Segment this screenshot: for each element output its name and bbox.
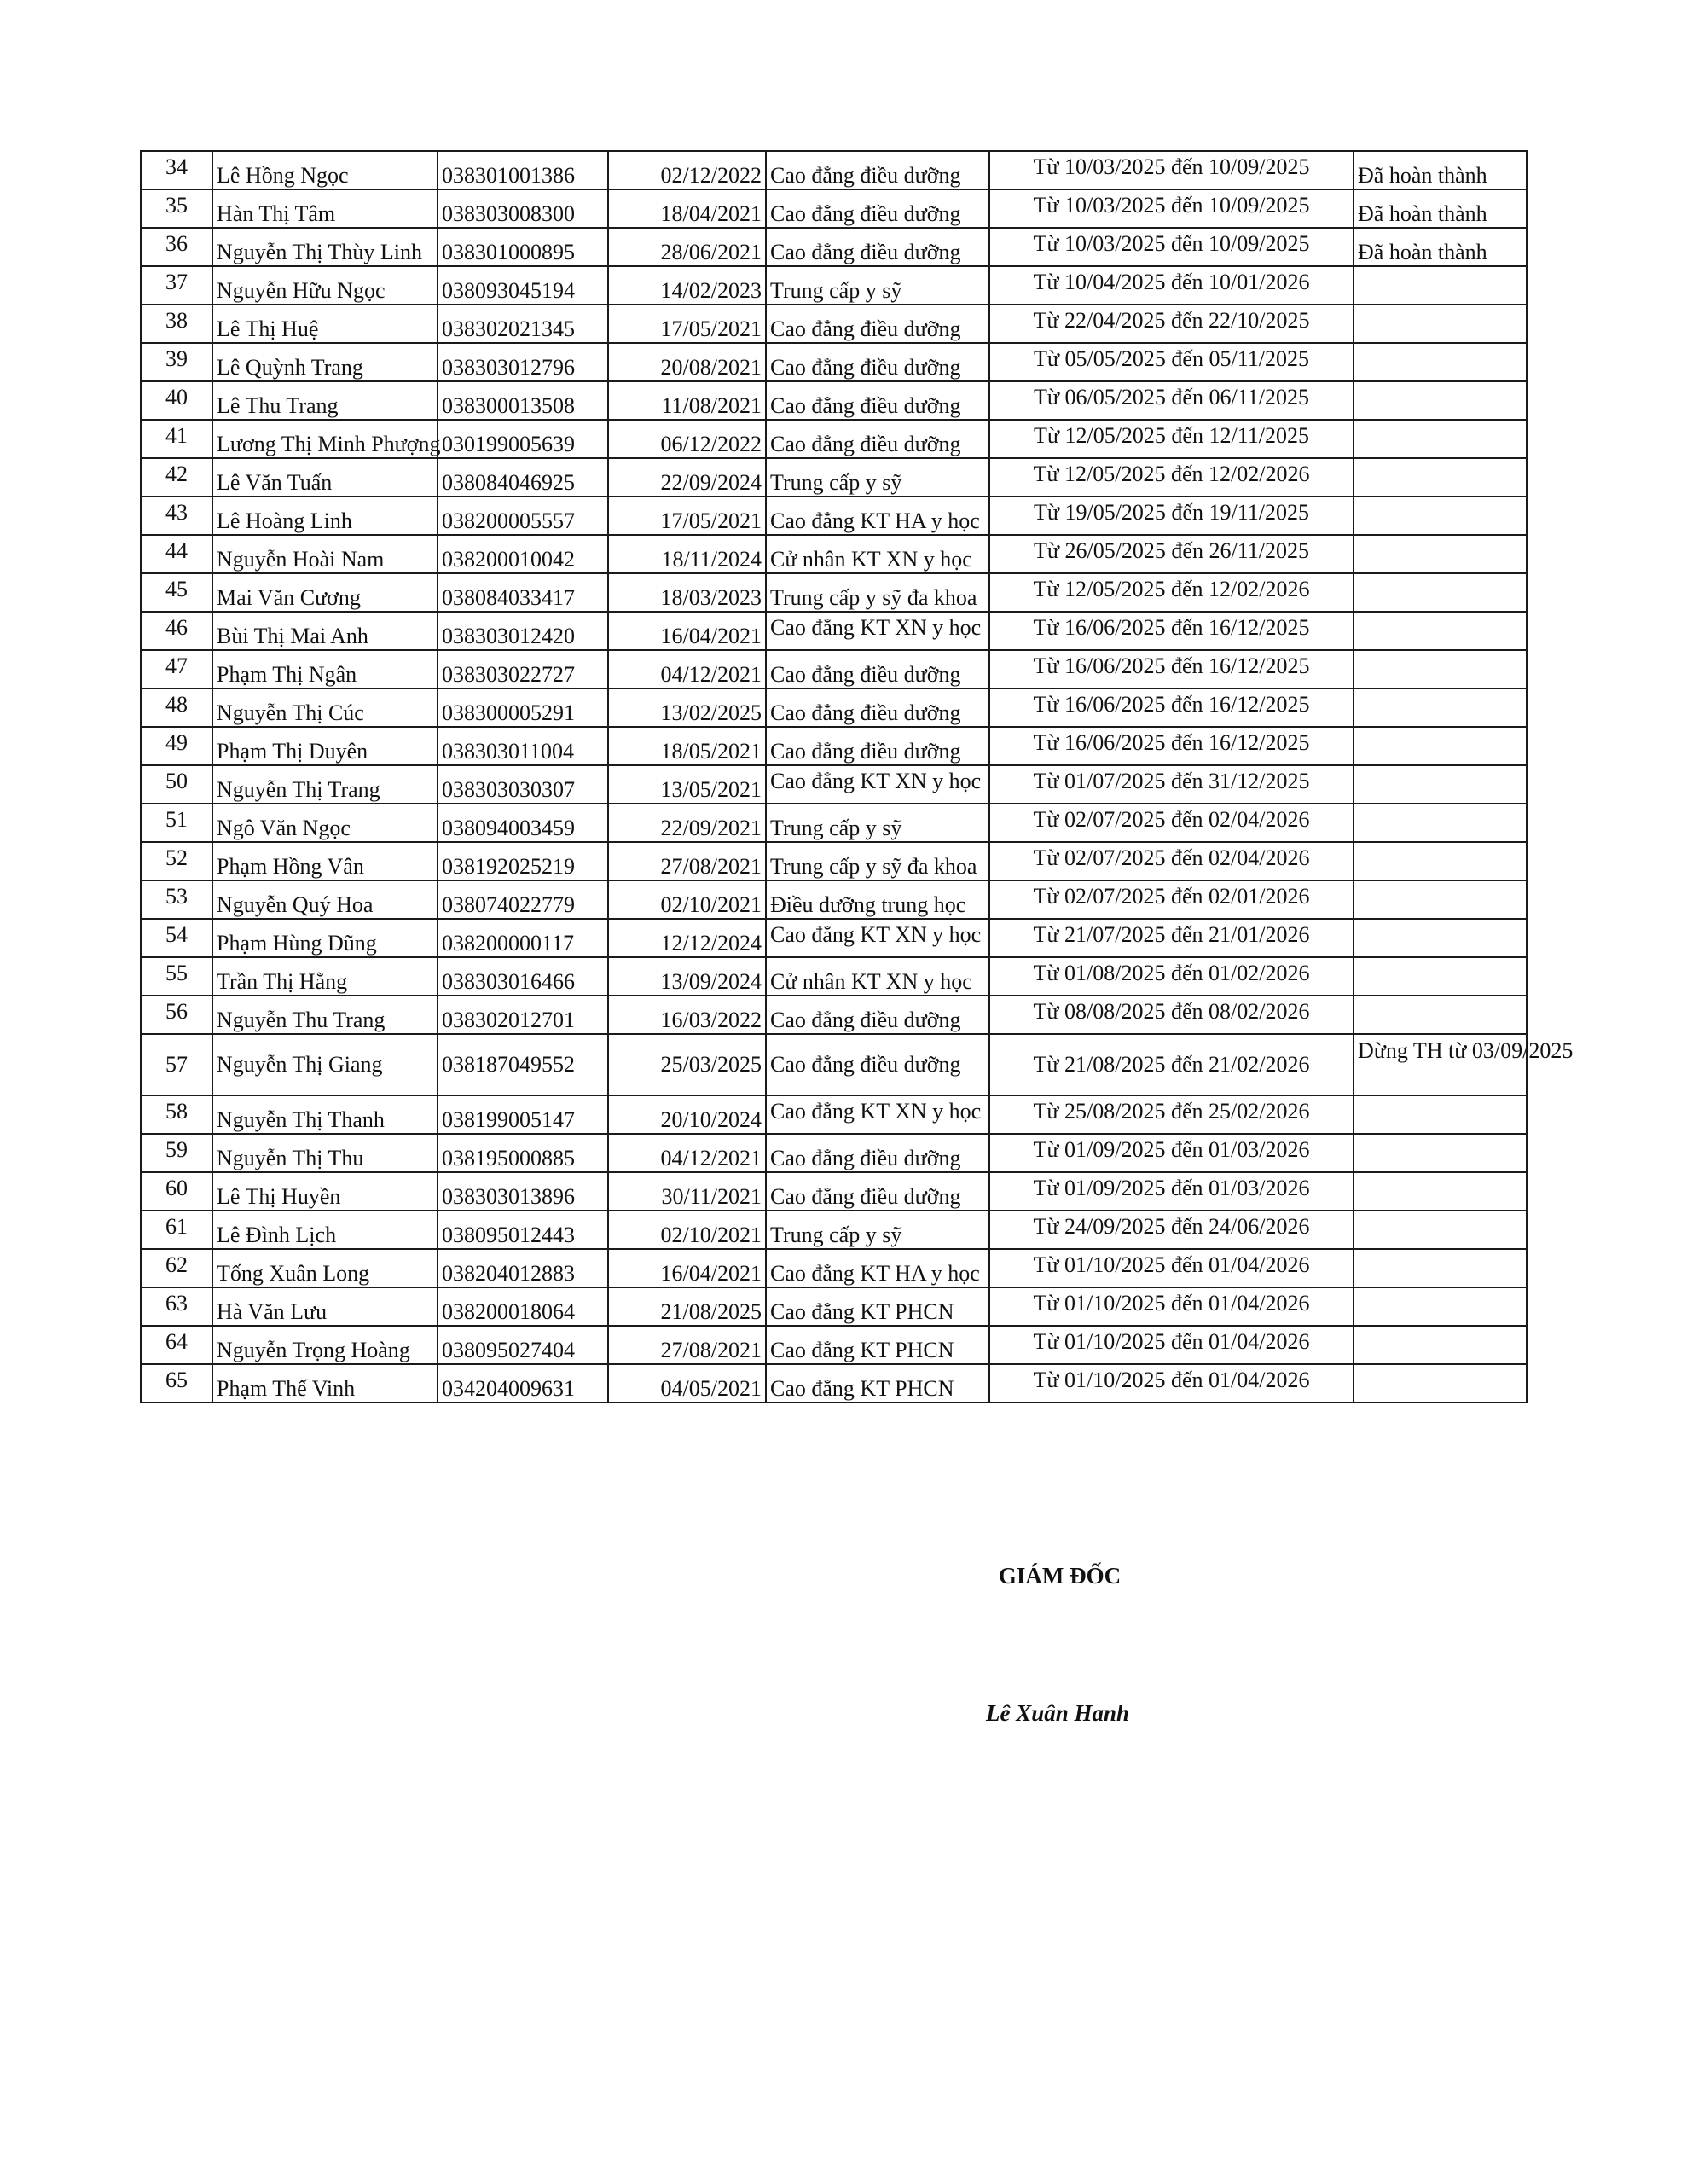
id-number: 038095012443 bbox=[438, 1211, 608, 1249]
id-number: 038095027404 bbox=[438, 1326, 608, 1364]
table-row bbox=[141, 612, 1527, 650]
table-row bbox=[141, 535, 1527, 573]
issue-date: 16/04/2021 bbox=[608, 1249, 766, 1287]
status-note: Đã hoàn thành bbox=[1354, 151, 1527, 189]
table-row bbox=[141, 343, 1527, 381]
table-row bbox=[141, 996, 1527, 1034]
trainee-name: Mai Văn Cương bbox=[212, 573, 438, 612]
status-note: Đã hoàn thành bbox=[1354, 228, 1527, 266]
table-row bbox=[141, 1287, 1527, 1326]
id-number: 038303030307 bbox=[438, 765, 608, 804]
issue-date: 28/06/2021 bbox=[608, 228, 766, 266]
id-number: 038200010042 bbox=[438, 535, 608, 573]
trainee-name: Lê Thị Huệ bbox=[212, 305, 438, 343]
practice-period: Từ 12/05/2025 đến 12/02/2026 bbox=[989, 573, 1354, 612]
status-note bbox=[1354, 535, 1527, 573]
row-number: 36 bbox=[141, 228, 212, 266]
status-note bbox=[1354, 420, 1527, 458]
row-number: 59 bbox=[141, 1134, 212, 1172]
table-row bbox=[141, 688, 1527, 727]
row-number: 44 bbox=[141, 535, 212, 573]
qualification: Trung cấp y sỹ bbox=[766, 266, 989, 305]
practice-period: Từ 12/05/2025 đến 12/02/2026 bbox=[989, 458, 1354, 497]
issue-date: 18/05/2021 bbox=[608, 727, 766, 765]
issue-date: 02/12/2022 bbox=[608, 151, 766, 189]
practice-period: Từ 10/03/2025 đến 10/09/2025 bbox=[989, 228, 1354, 266]
practice-period: Từ 01/07/2025 đến 31/12/2025 bbox=[989, 765, 1354, 804]
row-number: 35 bbox=[141, 189, 212, 228]
row-number: 52 bbox=[141, 842, 212, 880]
practice-period: Từ 05/05/2025 đến 05/11/2025 bbox=[989, 343, 1354, 381]
status-note bbox=[1354, 266, 1527, 305]
row-number: 42 bbox=[141, 458, 212, 497]
qualification: Cao đẳng KT PHCN bbox=[766, 1287, 989, 1326]
issue-date: 12/12/2024 bbox=[608, 919, 766, 957]
status-note bbox=[1354, 1326, 1527, 1364]
id-number: 034204009631 bbox=[438, 1364, 608, 1403]
trainee-name: Lê Quỳnh Trang bbox=[212, 343, 438, 381]
table-row bbox=[141, 842, 1527, 880]
trainee-name: Tống Xuân Long bbox=[212, 1249, 438, 1287]
issue-date: 20/08/2021 bbox=[608, 343, 766, 381]
practice-period: Từ 21/07/2025 đến 21/01/2026 bbox=[989, 919, 1354, 957]
id-number: 038094003459 bbox=[438, 804, 608, 842]
practice-period: Từ 01/10/2025 đến 01/04/2026 bbox=[989, 1364, 1354, 1403]
status-note bbox=[1354, 612, 1527, 650]
status-note bbox=[1354, 1249, 1527, 1287]
table-row bbox=[141, 1172, 1527, 1211]
id-number: 038301001386 bbox=[438, 151, 608, 189]
issue-date: 04/12/2021 bbox=[608, 1134, 766, 1172]
practice-period: Từ 25/08/2025 đến 25/02/2026 bbox=[989, 1095, 1354, 1134]
issue-date: 17/05/2021 bbox=[608, 305, 766, 343]
table-row bbox=[141, 151, 1527, 189]
status-note bbox=[1354, 497, 1527, 535]
practice-period: Từ 16/06/2025 đến 16/12/2025 bbox=[989, 688, 1354, 727]
issue-date: 30/11/2021 bbox=[608, 1172, 766, 1211]
issue-date: 22/09/2021 bbox=[608, 804, 766, 842]
row-number: 45 bbox=[141, 573, 212, 612]
status-note bbox=[1354, 1134, 1527, 1172]
id-number: 038303011004 bbox=[438, 727, 608, 765]
table-row bbox=[141, 381, 1527, 420]
row-number: 62 bbox=[141, 1249, 212, 1287]
row-number: 38 bbox=[141, 305, 212, 343]
practice-period: Từ 10/04/2025 đến 10/01/2026 bbox=[989, 266, 1354, 305]
table-row bbox=[141, 1326, 1527, 1364]
issue-date: 13/05/2021 bbox=[608, 765, 766, 804]
row-number: 43 bbox=[141, 497, 212, 535]
table-row bbox=[141, 228, 1527, 266]
trainee-name: Trần Thị Hằng bbox=[212, 957, 438, 996]
trainee-name: Hà Văn Lưu bbox=[212, 1287, 438, 1326]
status-note bbox=[1354, 1211, 1527, 1249]
status-note bbox=[1354, 1287, 1527, 1326]
qualification: Cao đẳng điều dưỡng bbox=[766, 189, 989, 228]
qualification: Cao đẳng điều dưỡng bbox=[766, 381, 989, 420]
row-number: 39 bbox=[141, 343, 212, 381]
trainee-name: Nguyễn Hữu Ngọc bbox=[212, 266, 438, 305]
table-row bbox=[141, 919, 1527, 957]
issue-date: 18/04/2021 bbox=[608, 189, 766, 228]
id-number: 038084046925 bbox=[438, 458, 608, 497]
id-number: 038200018064 bbox=[438, 1287, 608, 1326]
table-row bbox=[141, 1211, 1527, 1249]
table-row bbox=[141, 497, 1527, 535]
signature-title: GIÁM ĐỐC bbox=[998, 1563, 1122, 1589]
issue-date: 16/04/2021 bbox=[608, 612, 766, 650]
practice-period: Từ 01/08/2025 đến 01/02/2026 bbox=[989, 957, 1354, 996]
trainee-name: Phạm Hồng Vân bbox=[212, 842, 438, 880]
trainee-table bbox=[140, 150, 1574, 1403]
table-row bbox=[141, 305, 1527, 343]
issue-date: 13/02/2025 bbox=[608, 688, 766, 727]
qualification: Cao đẳng điều dưỡng bbox=[766, 1134, 989, 1172]
practice-period: Từ 10/03/2025 đến 10/09/2025 bbox=[989, 189, 1354, 228]
id-number: 038187049552 bbox=[438, 1034, 608, 1095]
table-row bbox=[141, 1364, 1527, 1403]
trainee-name: Nguyễn Trọng Hoàng bbox=[212, 1326, 438, 1364]
row-number: 51 bbox=[141, 804, 212, 842]
trainee-name: Phạm Hùng Dũng bbox=[212, 919, 438, 957]
trainee-name: Bùi Thị Mai Anh bbox=[212, 612, 438, 650]
table-row bbox=[141, 420, 1527, 458]
practice-period: Từ 01/10/2025 đến 01/04/2026 bbox=[989, 1326, 1354, 1364]
status-note bbox=[1354, 919, 1527, 957]
qualification: Cao đẳng điều dưỡng bbox=[766, 228, 989, 266]
status-note bbox=[1354, 765, 1527, 804]
row-number: 65 bbox=[141, 1364, 212, 1403]
status-note bbox=[1354, 957, 1527, 996]
practice-period: Từ 12/05/2025 đến 12/11/2025 bbox=[989, 420, 1354, 458]
trainee-name: Nguyễn Thị Giang bbox=[212, 1034, 438, 1095]
practice-period: Từ 01/10/2025 đến 01/04/2026 bbox=[989, 1249, 1354, 1287]
qualification: Trung cấp y sỹ bbox=[766, 1211, 989, 1249]
id-number: 038303008300 bbox=[438, 189, 608, 228]
row-number: 53 bbox=[141, 880, 212, 919]
qualification: Cao đẳng KT PHCN bbox=[766, 1364, 989, 1403]
practice-period: Từ 06/05/2025 đến 06/11/2025 bbox=[989, 381, 1354, 420]
id-number: 038200000117 bbox=[438, 919, 608, 957]
practice-period: Từ 01/09/2025 đến 01/03/2026 bbox=[989, 1134, 1354, 1172]
row-number: 48 bbox=[141, 688, 212, 727]
issue-date: 13/09/2024 bbox=[608, 957, 766, 996]
row-number: 54 bbox=[141, 919, 212, 957]
status-note bbox=[1354, 343, 1527, 381]
table-row bbox=[141, 573, 1527, 612]
trainee-name: Lê Văn Tuấn bbox=[212, 458, 438, 497]
practice-period: Từ 19/05/2025 đến 19/11/2025 bbox=[989, 497, 1354, 535]
row-number: 34 bbox=[141, 151, 212, 189]
qualification: Trung cấp y sỹ đa khoa bbox=[766, 842, 989, 880]
status-note bbox=[1354, 804, 1527, 842]
table-row bbox=[141, 189, 1527, 228]
row-number: 58 bbox=[141, 1095, 212, 1134]
practice-period: Từ 02/07/2025 đến 02/01/2026 bbox=[989, 880, 1354, 919]
practice-period: Từ 22/04/2025 đến 22/10/2025 bbox=[989, 305, 1354, 343]
qualification: Cao đẳng điều dưỡng bbox=[766, 650, 989, 688]
id-number: 038300013508 bbox=[438, 381, 608, 420]
status-note bbox=[1354, 1364, 1527, 1403]
row-number: 60 bbox=[141, 1172, 212, 1211]
trainee-name: Lê Đình Lịch bbox=[212, 1211, 438, 1249]
issue-date: 22/09/2024 bbox=[608, 458, 766, 497]
id-number: 038301000895 bbox=[438, 228, 608, 266]
issue-date: 18/03/2023 bbox=[608, 573, 766, 612]
practice-period: Từ 08/08/2025 đến 08/02/2026 bbox=[989, 996, 1354, 1034]
status-note bbox=[1354, 1172, 1527, 1211]
trainee-name: Hàn Thị Tâm bbox=[212, 189, 438, 228]
status-note bbox=[1354, 458, 1527, 497]
status-note bbox=[1354, 880, 1527, 919]
id-number: 038303012796 bbox=[438, 343, 608, 381]
row-number: 40 bbox=[141, 381, 212, 420]
trainee-name: Phạm Thị Duyên bbox=[212, 727, 438, 765]
status-note: Dừng TH từ 03/09/2025 bbox=[1354, 1034, 1527, 1095]
id-number: 030199005639 bbox=[438, 420, 608, 458]
row-number: 46 bbox=[141, 612, 212, 650]
trainee-name: Nguyễn Thị Cúc bbox=[212, 688, 438, 727]
status-note bbox=[1354, 688, 1527, 727]
table-row bbox=[141, 266, 1527, 305]
qualification: Cử nhân KT XN y học bbox=[766, 957, 989, 996]
issue-date: 16/03/2022 bbox=[608, 996, 766, 1034]
status-note bbox=[1354, 842, 1527, 880]
status-note bbox=[1354, 381, 1527, 420]
table-row bbox=[141, 1095, 1527, 1134]
qualification: Cao đẳng điều dưỡng bbox=[766, 343, 989, 381]
id-number: 038199005147 bbox=[438, 1095, 608, 1134]
row-number: 57 bbox=[141, 1034, 212, 1095]
status-note bbox=[1354, 305, 1527, 343]
row-number: 56 bbox=[141, 996, 212, 1034]
table-row bbox=[141, 1249, 1527, 1287]
qualification: Cao đẳng KT HA y học bbox=[766, 497, 989, 535]
table-row bbox=[141, 727, 1527, 765]
row-number: 37 bbox=[141, 266, 212, 305]
qualification: Điều dưỡng trung học bbox=[766, 880, 989, 919]
issue-date: 06/12/2022 bbox=[608, 420, 766, 458]
status-note: Đã hoàn thành bbox=[1354, 189, 1527, 228]
id-number: 038204012883 bbox=[438, 1249, 608, 1287]
practice-period: Từ 02/07/2025 đến 02/04/2026 bbox=[989, 804, 1354, 842]
qualification: Cao đẳng KT HA y học bbox=[766, 1249, 989, 1287]
qualification: Cao đẳng điều dưỡng bbox=[766, 688, 989, 727]
issue-date: 21/08/2025 bbox=[608, 1287, 766, 1326]
row-number: 61 bbox=[141, 1211, 212, 1249]
id-number: 038303022727 bbox=[438, 650, 608, 688]
trainee-table-body bbox=[141, 151, 1574, 1403]
table-row bbox=[141, 880, 1527, 919]
qualification: Cao đẳng KT XN y học bbox=[766, 1095, 989, 1134]
trainee-name: Nguyễn Thị Thanh bbox=[212, 1095, 438, 1134]
trainee-name: Nguyễn Thị Trang bbox=[212, 765, 438, 804]
qualification: Cao đẳng KT XN y học bbox=[766, 919, 989, 957]
row-number: 63 bbox=[141, 1287, 212, 1326]
id-number: 038303012420 bbox=[438, 612, 608, 650]
trainee-name: Nguyễn Quý Hoa bbox=[212, 880, 438, 919]
practice-period: Từ 02/07/2025 đến 02/04/2026 bbox=[989, 842, 1354, 880]
id-number: 038192025219 bbox=[438, 842, 608, 880]
qualification: Cao đẳng điều dưỡng bbox=[766, 151, 989, 189]
id-number: 038303016466 bbox=[438, 957, 608, 996]
status-note bbox=[1354, 727, 1527, 765]
issue-date: 02/10/2021 bbox=[608, 1211, 766, 1249]
issue-date: 20/10/2024 bbox=[608, 1095, 766, 1134]
table-row bbox=[141, 804, 1527, 842]
qualification: Cao đẳng điều dưỡng bbox=[766, 727, 989, 765]
table-row bbox=[141, 1134, 1527, 1172]
practice-period: Từ 16/06/2025 đến 16/12/2025 bbox=[989, 727, 1354, 765]
row-number: 47 bbox=[141, 650, 212, 688]
trainee-name: Nguyễn Hoài Nam bbox=[212, 535, 438, 573]
issue-date: 18/11/2024 bbox=[608, 535, 766, 573]
row-number: 49 bbox=[141, 727, 212, 765]
table-row bbox=[141, 765, 1527, 804]
qualification: Cử nhân KT XN y học bbox=[766, 535, 989, 573]
trainee-name: Lê Thu Trang bbox=[212, 381, 438, 420]
row-number: 41 bbox=[141, 420, 212, 458]
issue-date: 27/08/2021 bbox=[608, 842, 766, 880]
id-number: 038303013896 bbox=[438, 1172, 608, 1211]
status-note bbox=[1354, 1095, 1527, 1134]
qualification: Trung cấp y sỹ bbox=[766, 458, 989, 497]
trainee-name: Nguyễn Thị Thu bbox=[212, 1134, 438, 1172]
practice-period: Từ 16/06/2025 đến 16/12/2025 bbox=[989, 612, 1354, 650]
trainee-name: Lê Hồng Ngọc bbox=[212, 151, 438, 189]
qualification: Cao đẳng KT XN y học bbox=[766, 612, 989, 650]
issue-date: 04/12/2021 bbox=[608, 650, 766, 688]
issue-date: 02/10/2021 bbox=[608, 880, 766, 919]
trainee-name: Ngô Văn Ngọc bbox=[212, 804, 438, 842]
id-number: 038200005557 bbox=[438, 497, 608, 535]
issue-date: 17/05/2021 bbox=[608, 497, 766, 535]
id-number: 038074022779 bbox=[438, 880, 608, 919]
trainee-name: Lê Hoàng Linh bbox=[212, 497, 438, 535]
table-row bbox=[141, 458, 1527, 497]
practice-period: Từ 01/10/2025 đến 01/04/2026 bbox=[989, 1287, 1354, 1326]
status-note bbox=[1354, 573, 1527, 612]
id-number: 038302021345 bbox=[438, 305, 608, 343]
practice-period: Từ 16/06/2025 đến 16/12/2025 bbox=[989, 650, 1354, 688]
trainee-name: Lê Thị Huyền bbox=[212, 1172, 438, 1211]
row-number: 55 bbox=[141, 957, 212, 996]
table-row bbox=[141, 957, 1527, 996]
table-row bbox=[141, 650, 1527, 688]
row-number: 64 bbox=[141, 1326, 212, 1364]
id-number: 038302012701 bbox=[438, 996, 608, 1034]
id-number: 038093045194 bbox=[438, 266, 608, 305]
issue-date: 14/02/2023 bbox=[608, 266, 766, 305]
status-note bbox=[1354, 650, 1527, 688]
table-row bbox=[141, 1034, 1527, 1095]
practice-period: Từ 21/08/2025 đến 21/02/2026 bbox=[989, 1034, 1354, 1095]
trainee-name: Nguyễn Thị Thùy Linh bbox=[212, 228, 438, 266]
practice-period: Từ 10/03/2025 đến 10/09/2025 bbox=[989, 151, 1354, 189]
id-number: 038300005291 bbox=[438, 688, 608, 727]
signature-name: Lê Xuân Hanh bbox=[985, 1700, 1130, 1726]
qualification: Cao đẳng điều dưỡng bbox=[766, 305, 989, 343]
practice-period: Từ 24/09/2025 đến 24/06/2026 bbox=[989, 1211, 1354, 1249]
issue-date: 04/05/2021 bbox=[608, 1364, 766, 1403]
qualification: Cao đẳng điều dưỡng bbox=[766, 1034, 989, 1095]
issue-date: 25/03/2025 bbox=[608, 1034, 766, 1095]
id-number: 038084033417 bbox=[438, 573, 608, 612]
status-note bbox=[1354, 996, 1527, 1034]
trainee-name: Nguyễn Thu Trang bbox=[212, 996, 438, 1034]
practice-period: Từ 01/09/2025 đến 01/03/2026 bbox=[989, 1172, 1354, 1211]
trainee-name: Phạm Thị Ngân bbox=[212, 650, 438, 688]
trainee-name: Lương Thị Minh Phượng bbox=[212, 420, 438, 458]
trainee-name: Phạm Thế Vinh bbox=[212, 1364, 438, 1403]
issue-date: 27/08/2021 bbox=[608, 1326, 766, 1364]
qualification: Cao đẳng điều dưỡng bbox=[766, 996, 989, 1034]
qualification: Cao đẳng điều dưỡng bbox=[766, 1172, 989, 1211]
qualification: Cao đẳng KT PHCN bbox=[766, 1326, 989, 1364]
qualification: Trung cấp y sỹ bbox=[766, 804, 989, 842]
qualification: Trung cấp y sỹ đa khoa bbox=[766, 573, 989, 612]
issue-date: 11/08/2021 bbox=[608, 381, 766, 420]
id-number: 038195000885 bbox=[438, 1134, 608, 1172]
qualification: Cao đẳng KT XN y học bbox=[766, 765, 989, 804]
row-number: 50 bbox=[141, 765, 212, 804]
practice-period: Từ 26/05/2025 đến 26/11/2025 bbox=[989, 535, 1354, 573]
qualification: Cao đẳng điều dưỡng bbox=[766, 420, 989, 458]
